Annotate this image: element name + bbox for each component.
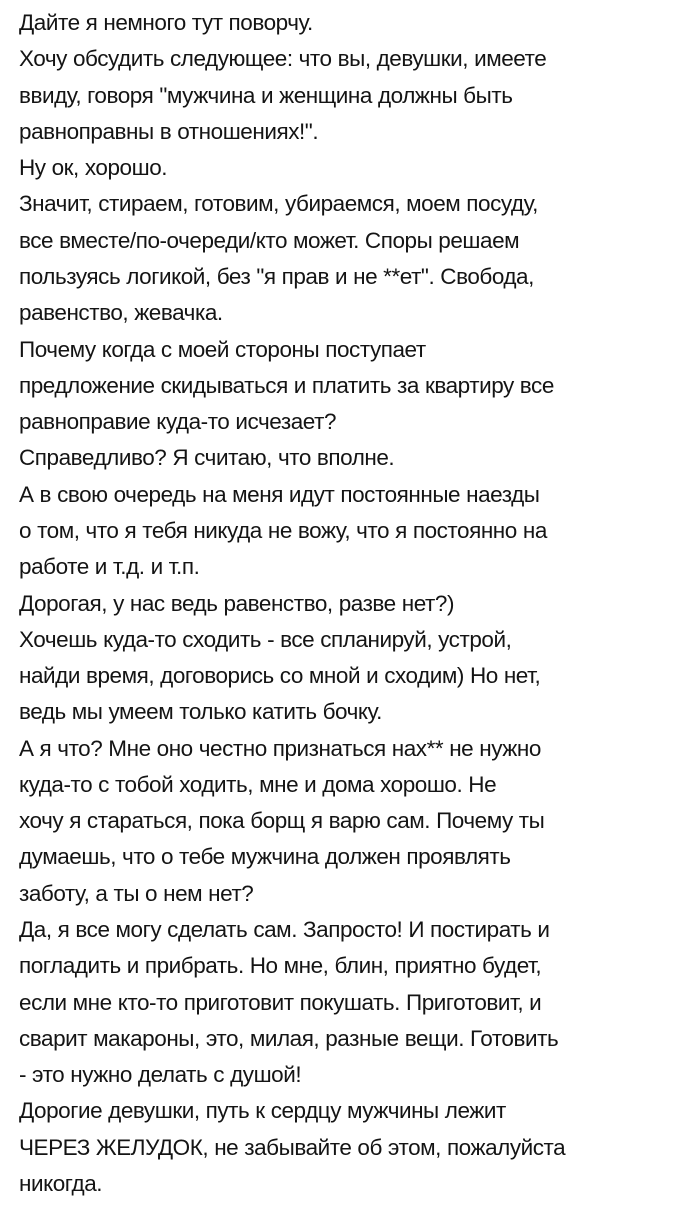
text-line: хочу я стараться, пока борщ я варю сам. Почему ты xyxy=(19,808,545,834)
text-line: куда-то с тобой ходить, мне и дома хорошо. Не xyxy=(19,771,497,797)
text-line: ввиду, говоря "мужчина и женщина должны быть xyxy=(19,82,513,108)
text-line: Да, я все могу сделать сам. Запросто! И постирать и xyxy=(19,917,550,942)
text-line: равноправие куда-то исчезает? xyxy=(19,409,337,435)
text-line: Дайте я немного тут поворчу. xyxy=(19,10,313,35)
text-line: Ну ок, хорошо. xyxy=(19,155,168,181)
text-line: найди время, договорись со мной и сходим) Но нет, xyxy=(19,663,541,688)
text-line: А я что? Мне оно честно признаться нах** не нужно xyxy=(19,735,541,761)
text-line: ведь мы умеем только катить бочку. xyxy=(19,699,382,725)
text-line: думаешь, что о тебе мужчина должен проявлять xyxy=(19,844,511,870)
text-line: ЧЕРЕЗ ЖЕЛУДОК, не забывайте об этом, пожалуйста xyxy=(19,1134,566,1160)
text-line: А в свою очередь на меня идут постоянные наезды xyxy=(19,481,540,507)
text-line: равенство, жевачка. xyxy=(19,300,223,326)
text-line: Дорогая, у нас ведь равенство, разве нет?) xyxy=(19,590,455,616)
text-line: Дорогие девушки, путь к сердцу мужчины лежит xyxy=(19,1098,506,1124)
text-line: пользуясь логикой, без "я прав и не **ет". Свобода, xyxy=(19,264,534,289)
text-line: все вместе/по-очереди/кто может. Споры решаем xyxy=(19,227,520,253)
text-line: предложение скидываться и платить за квартиру все xyxy=(19,372,554,398)
text-line: о том, что я тебя никуда не вожу, что я постоянно на xyxy=(19,517,547,543)
text-line: погладить и прибрать. Но мне, блин, приятно будет, xyxy=(19,953,542,979)
text-line: заботу, а ты о нем нет? xyxy=(19,880,254,906)
text-line: никогда. xyxy=(19,1171,103,1196)
text-line: равноправны в отношениях!". xyxy=(19,118,319,144)
text-line: Хочешь куда-то сходить - все спланируй, устрой, xyxy=(19,626,512,652)
text-line: Хочу обсудить следующее: что вы, девушки, имеете xyxy=(19,46,547,72)
text-line: Значит, стираем, готовим, убираемся, моем посуду, xyxy=(19,191,538,217)
text-line: работе и т.д. и т.п. xyxy=(19,554,200,580)
text-line: - это нужно делать с душой! xyxy=(19,1062,302,1088)
text-line: сварит макароны, это, милая, разные вещи. Готовить xyxy=(19,1025,559,1051)
text-line: Справедливо? Я считаю, что вполне. xyxy=(19,445,395,471)
text-line: Почему когда с моей стороны поступает xyxy=(19,336,426,362)
text-line: если мне кто-то приготовит покушать. Приготовит, и xyxy=(19,989,542,1015)
